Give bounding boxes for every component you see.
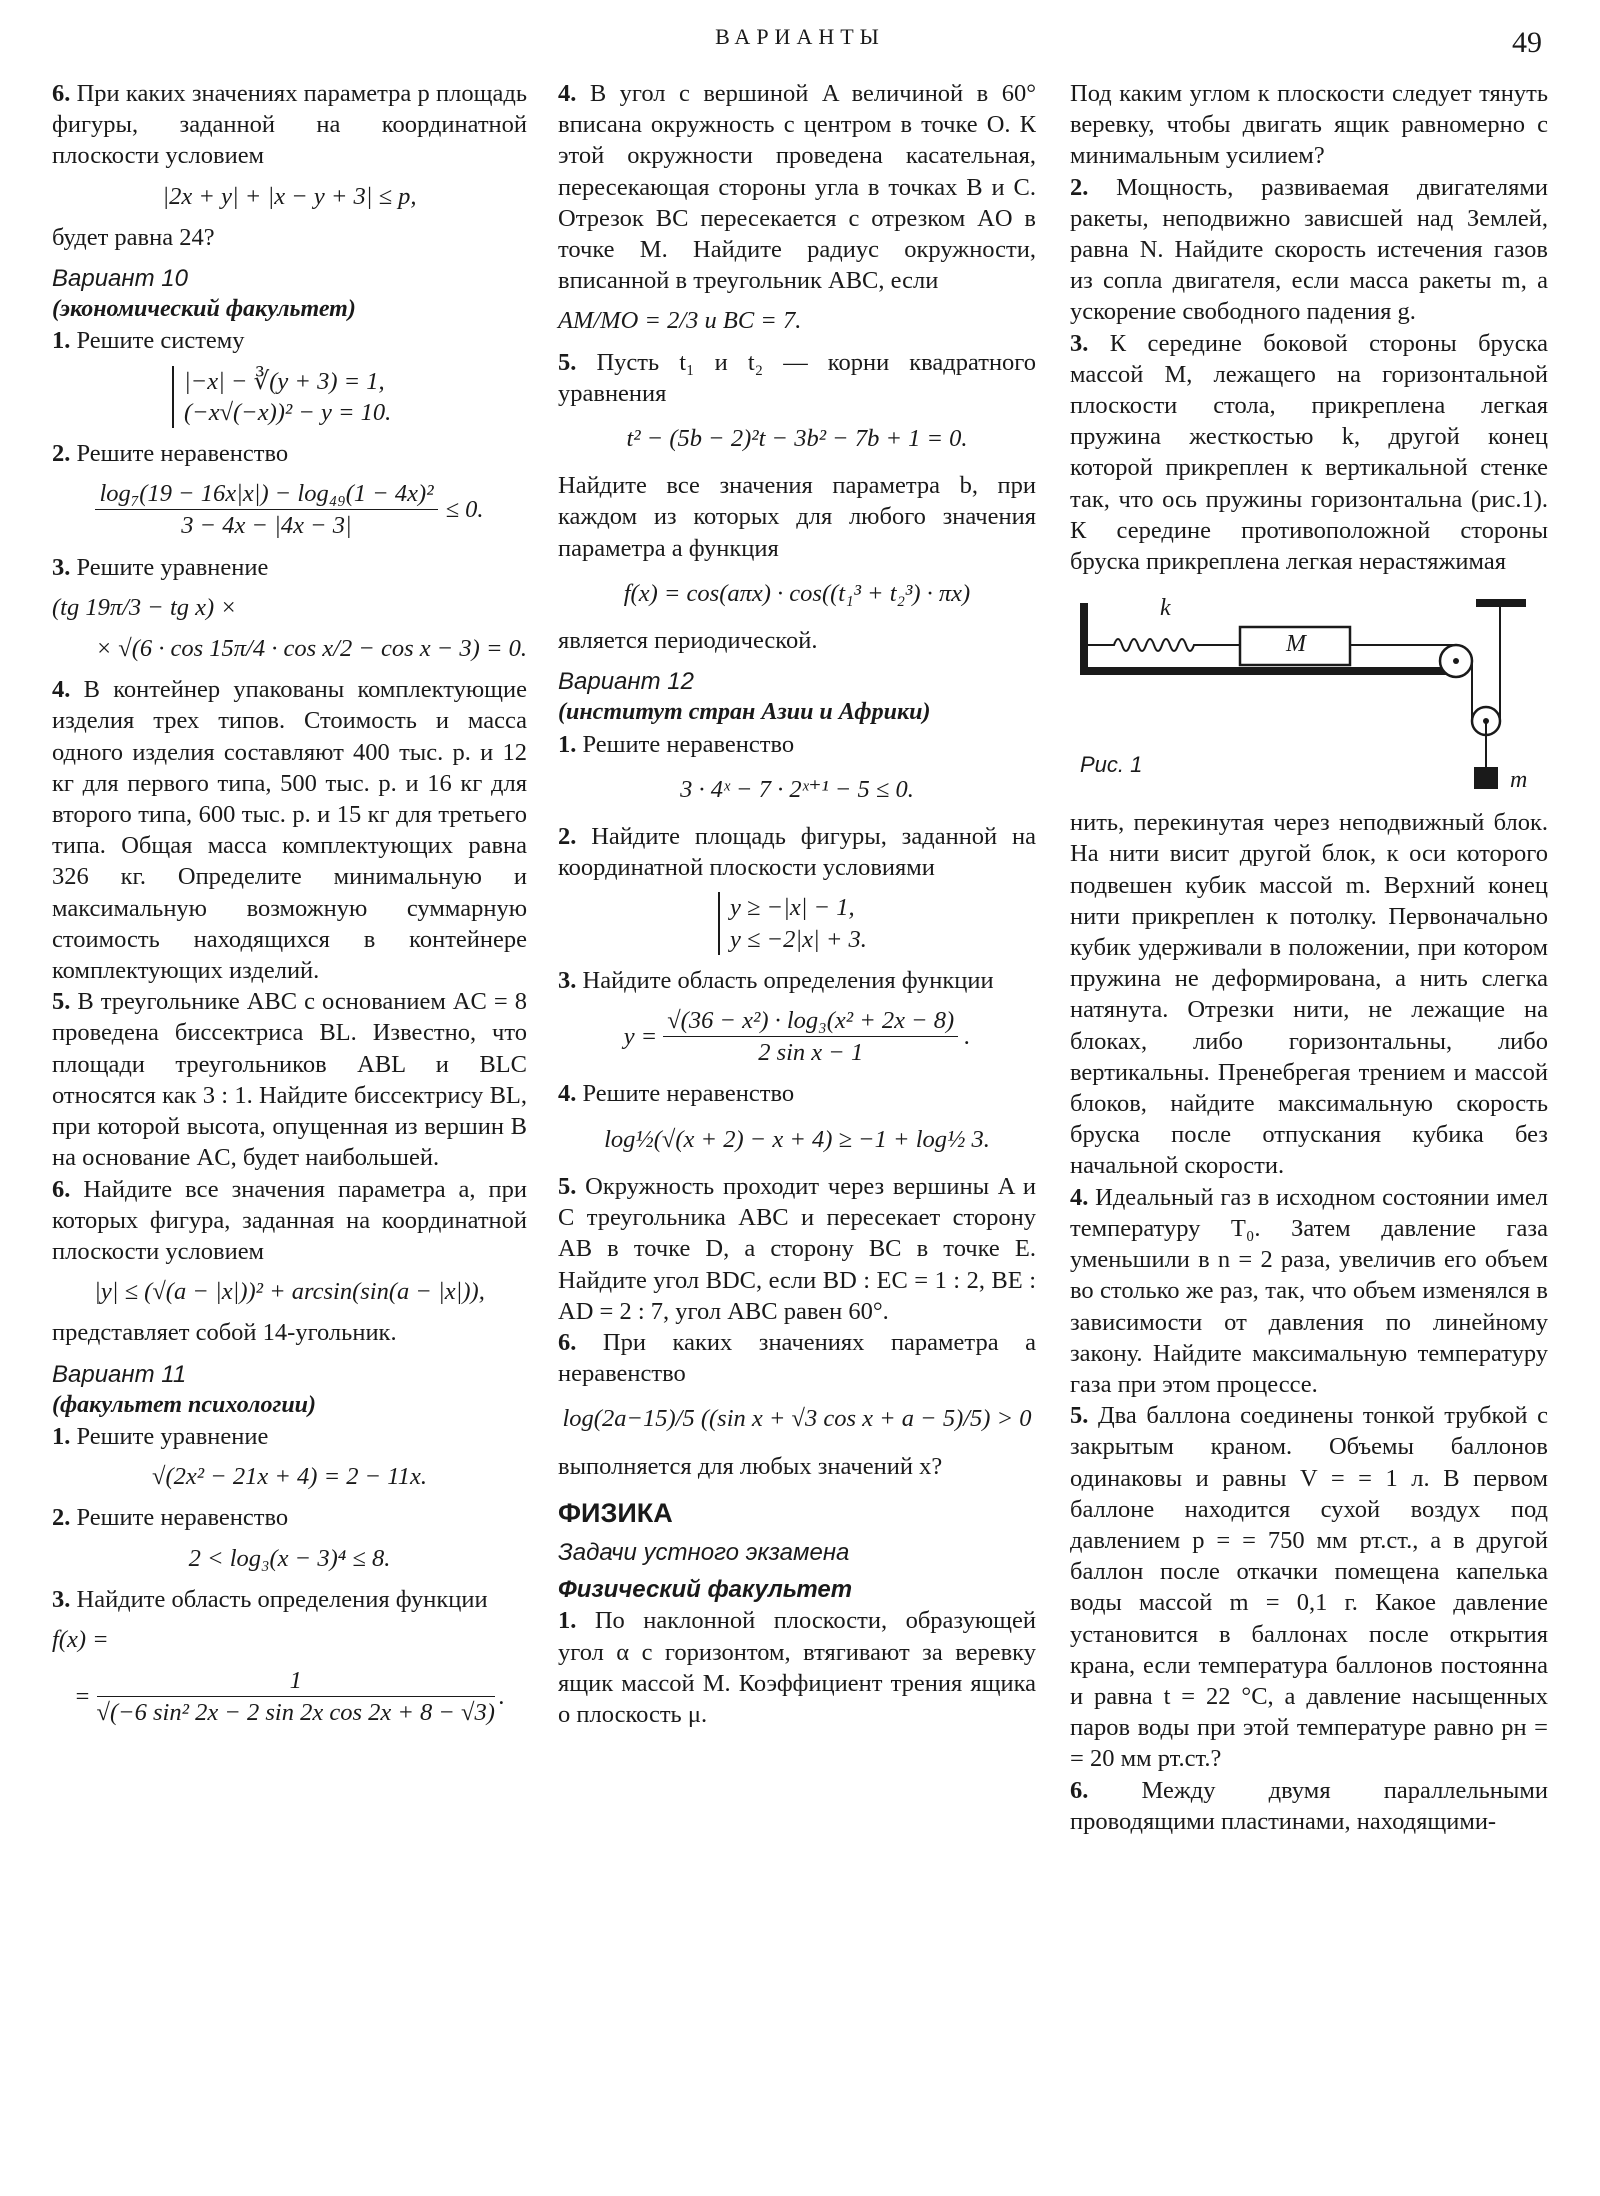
- problem-number: 2.: [52, 440, 71, 468]
- v10-problem-3: [52, 552, 527, 583]
- variant-11-title: Вариант 11: [52, 1360, 187, 1388]
- v10-problem-1: [52, 325, 527, 356]
- problem-number: 1.: [52, 1422, 71, 1450]
- problem-text: В треугольнике ABC с основанием AC = 8 проведена биссектриса BL. Известно, что площади треугольников ABL и BLC относятся как 3 : 1. Найдите биссектрису BL, при которой высота, опущенная из вершин B на основание AC, будет наибольшей.: [52, 988, 527, 1172]
- v11-problem-4: [558, 78, 1036, 296]
- problem-number: 6.: [52, 80, 71, 107]
- problem-number: 6.: [558, 1328, 577, 1356]
- figure-caption: Рис. 1: [1080, 752, 1143, 778]
- problem-number: 5.: [52, 988, 71, 1016]
- problem-text-tail: Найдите все значения параметра b, при каждом из которых для любого значения параметра a функция: [558, 472, 1036, 562]
- phys-problem-1: [558, 1605, 1036, 1730]
- column-2: [558, 78, 1036, 1730]
- problem-text: Решите уравнение: [70, 553, 269, 581]
- formula: 2 < log₃(x − 3)⁴ ≤ 8.: [188, 1544, 391, 1572]
- problem-number: 6.: [52, 1175, 71, 1203]
- system-line-1: y ≥ −|x| − 1,: [730, 894, 855, 922]
- problem-text: Решите неравенство: [70, 1504, 289, 1532]
- problem-text: Решите систему: [70, 327, 245, 355]
- problem-text-tail: будет равна 24?: [52, 223, 215, 251]
- fraction-numerator: 1: [97, 1665, 495, 1697]
- fraction: [95, 478, 437, 541]
- fraction-formula: [52, 478, 527, 541]
- system-formula: [172, 366, 527, 428]
- problem-number: 3.: [558, 966, 577, 994]
- page-number: 49: [1512, 26, 1542, 59]
- problem-number: 5.: [558, 1172, 577, 1200]
- phys-problem-6: [1070, 1775, 1548, 1837]
- cube: [1474, 767, 1498, 789]
- system-line-2: y ≤ −2|x| + 3.: [730, 925, 867, 953]
- v12-problem-6: [558, 1327, 1036, 1389]
- fraction-numerator: √(36 − x²) · log₃(x² + 2x − 8): [663, 1005, 958, 1037]
- running-title: ВАРИАНТЫ: [715, 24, 885, 49]
- phys-problem-3: [1070, 328, 1548, 578]
- problem-text: Решите уравнение: [70, 1422, 269, 1450]
- problem-text: Окружность проходит через вершины A и C треугольника ABC и пересекает сторону AB в точке D, а сторону BC в точке E. Найдите угол BDC, если BD : EC = 1 : 2, BE : AD = 2 : 7, угол ABC равен 60°.: [558, 1172, 1036, 1325]
- variant-10-faculty: (экономический факультет): [52, 296, 356, 323]
- label-m: m: [1510, 767, 1528, 794]
- phys-problem-5: [1070, 1400, 1548, 1774]
- phys-problem-2: [1070, 172, 1548, 328]
- variant-10-title: Вариант 10: [52, 265, 188, 293]
- v10-problem-4: [52, 674, 527, 986]
- fraction-denominator: 2 sin x − 1: [758, 1039, 864, 1067]
- problem-text: В контейнер упакованы комплектующие изделия трех типов. Стоимость и масса одного изделия составляют 400 тыс. р. и 12 кг для первого типа, 500 тыс. р. и 16 кг для второго типа, 600 тыс. р. и 15 кг для третьего типа. Общая масса комплектующих равна 326 кг. Определите минимальную и максимальную возможную суммарную стоимость находящихся в контейнере комплектующих изделий.: [52, 676, 527, 985]
- problem-number: 3.: [52, 1585, 71, 1613]
- problem-text: Мощность, развиваемая двигателями ракеты, неподвижно зависшей над Землей, равна N. Найдите скорость истечения газов из сопла двигателя, если масса ракеты m, а ускорение свободного падения g.: [1070, 173, 1548, 326]
- problem-number: 4.: [558, 80, 577, 107]
- problem-text: Найдите все значения параметра a, при которых фигура, заданная на координатной плоскости условием: [52, 1175, 527, 1265]
- column-3: [1070, 78, 1548, 1837]
- formula: AM/MO = 2/3 и BC = 7.: [558, 307, 802, 335]
- fraction: [663, 1005, 958, 1068]
- formula-line-2: × √(6 · cos 15π/4 · cos x/2 − cos x − 3) = 0.: [95, 635, 527, 663]
- system-formula: [718, 892, 1036, 954]
- fraction-denominator: 3 − 4x − |4x − 3|: [181, 512, 352, 540]
- problem-number: 4.: [52, 676, 71, 704]
- problem-text: Решите неравенство: [576, 730, 795, 758]
- problem-number: 6.: [1070, 1776, 1089, 1804]
- v11-problem-1: [52, 1421, 527, 1452]
- variant-12-faculty: (институт стран Азии и Африки): [558, 699, 931, 726]
- v12-problem-2: [558, 821, 1036, 883]
- problem-number: 1.: [52, 327, 71, 355]
- problem-text: Два баллона соединены тонкой трубкой с закрытым краном. Объемы баллонов одинаковы и равны V = = 1 л. В первом баллоне находится сухой воздух под давлением p = = 750 мм рт.ст., а в другой баллон после откачки помещена капелька воды массой m = 0,1 г. Какое давление установится в баллонах после открытия крана, если температура баллонов постоянна и равна t = 22 °C, а давление насыщенных паров воды при этой температуре равно pн = = 20 мм рт.ст.?: [1070, 1402, 1548, 1773]
- fraction-formula: y = $\frac{\text{√(36 − x²) · log₃(x² + 2x − 8)}}{\text{2 sin x − 1}}$ .: [558, 1005, 1036, 1068]
- formula: 3 · 4ˣ − 7 · 2ˣ⁺¹ − 5 ≤ 0.: [680, 775, 914, 803]
- v11-problem-2: [52, 1502, 527, 1533]
- variant-11-faculty: (факультет психологии): [52, 1391, 316, 1418]
- problem-6-prev: [52, 78, 527, 172]
- label-k: k: [1160, 595, 1171, 622]
- fraction-numerator: log₇(19 − 16x|x|) − log₄₉(1 − 4x)²: [95, 478, 437, 510]
- section-title-physics: ФИЗИКА: [558, 1497, 673, 1528]
- problem-text-tail: представляет собой 14-угольник.: [52, 1319, 397, 1347]
- wall: [1080, 603, 1088, 675]
- problem-number: 2.: [1070, 173, 1089, 201]
- fraction-formula: = $\frac{1}{\text{√(−6 sin² 2x − 2 sin 2x cos 2x + 8 − √3)}}$ .: [52, 1665, 527, 1728]
- formula-line-1: (tg 19π/3 − tg x) ×: [52, 593, 237, 621]
- v12-problem-5: [558, 1171, 1036, 1327]
- problem-text-continued: Под каким углом к плоскости следует тянуть веревку, чтобы двигать ящик равномерно с минимальным усилием?: [1070, 80, 1548, 170]
- spring: [1088, 639, 1240, 651]
- formula: |2x + y| + |x − y + 3| ≤ p,: [162, 182, 417, 210]
- v12-problem-1: [558, 729, 1036, 760]
- problem-number: 4.: [1070, 1183, 1089, 1211]
- problem-text: Идеальный газ в исходном состоянии имел температуру T₀. Затем давление газа уменьшили в n = 2 раза, увеличив его объем во столько же раз, так, что объем изменялся в зависимости от давления по линейному закону. Найдите максимальную температуру газа при этом процессе.: [1070, 1183, 1548, 1398]
- formula-rhs: ≤ 0.: [445, 496, 484, 524]
- phys-problem-4: [1070, 1182, 1548, 1400]
- variant-12-title: Вариант 12: [558, 668, 694, 696]
- fraction-denominator: √(−6 sin² 2x − 2 sin 2x cos 2x + 8 − √3): [96, 1699, 495, 1727]
- problem-text: По наклонной плоскости, образующей угол α с горизонтом, втягивают за веревку ящик массой M. Коэффициент трения ящика о плоскость μ.: [558, 1607, 1036, 1728]
- system-line-2: (−x√(−x))² − y = 10.: [184, 398, 392, 426]
- system-line-1: |−x| − ∛(y + 3) = 1,: [184, 367, 385, 395]
- problem-text: Найдите область определения функции: [576, 966, 994, 994]
- problem-number: 5.: [1070, 1402, 1089, 1430]
- problem-number: 1.: [558, 1607, 577, 1635]
- problem-text-tail: выполняется для любых значений x?: [558, 1452, 943, 1480]
- problem-text-continued: нить, перекинутая через неподвижный блок. На нити висит другой блок, к оси которого подвешен кубик массой m. Верхний конец нити прикреплен к потолку. Первоначально кубик удерживали в положении, при котором пружина не деформирована, а нить слегка натянута. Отрезки нити, не лежащие на блоках, либо горизонтальны, либо вертикальны. Пренебрегая трением и массой блоков, найдите максимальную скорость бруска после отпускания кубика без начальной скорости.: [1070, 809, 1548, 1180]
- problem-text: К середине боковой стороны бруска массой M, лежащего на горизонтальной плоскости стола, прикреплена легкая пружина жесткостью k, другой конец которой прикреплен к вертикальной стенке так, что ось пружины горизонтальна (рис.1). К середине противоположной стороны бруска прикреплена легкая нерастяжимая: [1070, 329, 1548, 576]
- v12-problem-3: [558, 965, 1036, 996]
- problem-number: 3.: [1070, 329, 1089, 357]
- problem-number: 3.: [52, 553, 71, 581]
- formula: f(x) = cos(aπx) · cos((t₁³ + t₂³) · πx): [623, 579, 971, 607]
- formula: √(2x² − 21x + 4) = 2 − 11x.: [152, 1463, 427, 1491]
- figure-1: [1070, 595, 1548, 797]
- problem-text: Найдите область определения функции: [70, 1585, 488, 1613]
- problem-text-tail: является периодической.: [558, 627, 818, 655]
- ceiling: [1476, 599, 1526, 607]
- formula: log(2a−15)/5 ((sin x + √3 cos x + a − 5)/5) > 0: [562, 1405, 1032, 1433]
- section-subtitle: Задачи устного экзамена: [558, 1538, 850, 1566]
- problem-number: 2.: [558, 823, 577, 851]
- formula: log½(√(x + 2) − x + 4) ≥ −1 + log½ 3.: [604, 1125, 990, 1153]
- problem-number: 4.: [558, 1080, 577, 1108]
- problem-number: 1.: [558, 730, 577, 758]
- problem-text: В угол с вершиной A величиной в 60° вписана окружность с центром в точке O. К этой окружности проведена касательная, пересекающая стороны угла в точках B и C. Отрезок BC пересекается с отрезком AO в точке M. Найдите радиус окружности, вписанной в треугольник ABC, если: [558, 80, 1036, 295]
- problem-number: 5.: [558, 348, 577, 376]
- problem-number: 2.: [52, 1504, 71, 1532]
- v11-problem-3: [52, 1584, 527, 1615]
- v10-problem-6: [52, 1174, 527, 1268]
- label-M: M: [1286, 631, 1306, 658]
- problem-text: Решите неравенство: [70, 440, 289, 468]
- problem-text: При каких значениях параметра a неравенство: [558, 1328, 1036, 1388]
- formula: t² − (5b − 2)²t − 3b² − 7b + 1 = 0.: [626, 425, 968, 453]
- faculty-title: Физический факультет: [558, 1576, 853, 1604]
- v12-problem-4: [558, 1078, 1036, 1109]
- problem-text: Между двумя параллельными проводящими пластинами, находящими-: [1070, 1776, 1548, 1835]
- fraction: [97, 1665, 495, 1728]
- v10-problem-2: [52, 438, 527, 469]
- problem-text: Найдите площадь фигуры, заданной на координатной плоскости условиями: [558, 823, 1036, 882]
- problem-text: При каких значениях параметра p площадь фигуры, заданной на координатной плоскости условием: [52, 80, 527, 170]
- problem-text: Пусть t₁ и t₂ — корни квадратного уравнения: [558, 348, 1036, 407]
- formula-lhs: y =: [623, 1023, 658, 1051]
- v11-problem-5: [558, 347, 1036, 409]
- v10-problem-5: [52, 986, 527, 1173]
- formula-line-1: f(x) =: [52, 1625, 109, 1653]
- table: [1080, 667, 1460, 675]
- column-1: [52, 78, 527, 1739]
- formula: |y| ≤ (√(a − |x|))² + arcsin(sin(a − |x|)),: [94, 1278, 485, 1306]
- problem-text: Решите неравенство: [576, 1080, 795, 1108]
